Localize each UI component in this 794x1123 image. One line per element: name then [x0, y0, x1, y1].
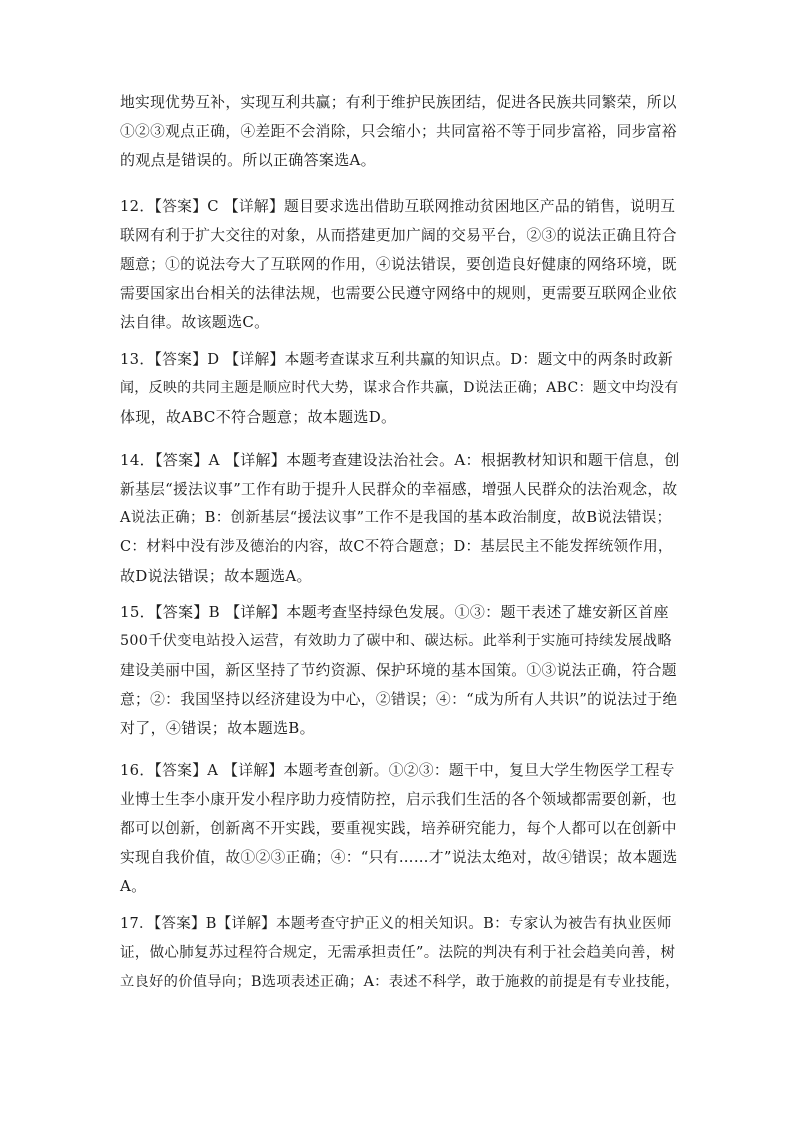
text-line: 体现，故ABC不符合题意；故本题选D。	[120, 408, 397, 426]
text-line: 证，做心肺复苏过程符合规定，无需承担责任”。法院的判决有利于社会趋美向善，树	[120, 945, 676, 961]
text-line: 意；②：我国坚持以经济建设为中心，②错误；④：“成为所有人共识”的说法过于绝	[120, 691, 678, 708]
text-line: 法自律。故该题选C。	[120, 313, 270, 331]
text-line: 17．【答案】B【详解】本题考查守护正义的相关知识。B：专家认为被告有执业医师	[120, 916, 672, 932]
text-line: 立良好的价值导向；B选项表述正确；A：表述不科学，敢于施救的前提是有专业技能，	[120, 974, 680, 990]
text-line: 对了，④错误；故本题选B。	[120, 719, 315, 737]
answer-16	[120, 756, 680, 901]
text-line: 的观点是错误的。所以正确答案选A。	[120, 151, 376, 169]
answer-11-continuation	[120, 88, 680, 175]
text-line: 13．【答案】D 【详解】本题考查谋求互利共赢的知识点。D：题文中的两条时政新	[120, 351, 673, 368]
text-line: 14．【答案】A 【详解】本题考查建设法治社会。A：根据教材知识和题干信息，创	[120, 451, 680, 469]
text-line: A说法正确；B：创新基层“援法议事”工作不是我国的基本政治制度，故B说法错误；	[120, 510, 672, 526]
text-line: 故D说法错误；故本题选A。	[120, 567, 312, 585]
text-line: 需要国家出台相关的法律法规，也需要公民遵守网络中的规则，更需要互联网企业依	[120, 285, 677, 302]
answer-14	[120, 446, 680, 591]
text-line: 建设美丽中国，新区坚持了节约资源、保护环境的基本国策。①③说法正确，符合题	[120, 662, 677, 679]
text-line: 16．【答案】A 【详解】本题考查创新。①②③：题干中，复旦大学生物医学工程专	[120, 762, 675, 779]
text-line: 业博士生李小康开发小程序助力疫情防控，启示我们生活的各个领域都需要创新，也	[120, 791, 677, 808]
text-line: 12．【答案】C 【详解】题目要求选出借助互联网推动贫困地区产品的销售，说明互	[120, 198, 676, 215]
answer-13	[120, 345, 680, 432]
text-line: 地实现优势互补，实现互利共赢；有利于维护民族团结，促进各民族共同繁荣，所以	[120, 94, 677, 111]
answer-17	[120, 910, 680, 997]
text-line: 实现自我价值，故①②③正确；④：“只有……才”说法太绝对，故④错误；故本题选	[120, 849, 678, 866]
text-line: 新基层“援法议事”工作有助于提升人民群众的幸福感，增强人民群众的法治观念，故	[120, 481, 678, 498]
text-line: ①②③观点正确，④差距不会消除，只会缩小；共同富裕不等于同步富裕，同步富裕	[120, 123, 677, 140]
text-line: 都可以创新，创新离不开实践，要重视实践，培养研究能力，每个人都可以在创新中	[120, 820, 677, 837]
text-line: 15．【答案】B 【详解】本题考查坚持绿色发展。①③：题干表述了雄安新区首座	[120, 603, 669, 621]
answer-12	[120, 192, 680, 337]
answer-15	[120, 598, 680, 743]
text-line: A。	[120, 877, 147, 895]
text-line: C：材料中没有涉及德治的内容，故C不符合题意；D：基层民主不能发挥统领作用，	[120, 539, 673, 555]
text-line: 联网有利于扩大交往的对象，从而搭建更加广阔的交易平台，②③的说法正确且符合	[120, 227, 677, 244]
text-line: 题意；①的说法夸大了互联网的作用，④说法错误，要创造良好健康的网络环境，既	[120, 256, 677, 273]
text-line: 500千伏变电站投入运营，有效助力了碳中和、碳达标。此举利于实施可持续发展战略	[120, 633, 672, 649]
text-line: 闻，反映的共同主题是顺应时代大势，谋求合作共赢，D说法正确；ABC：题文中均没有	[120, 380, 679, 396]
